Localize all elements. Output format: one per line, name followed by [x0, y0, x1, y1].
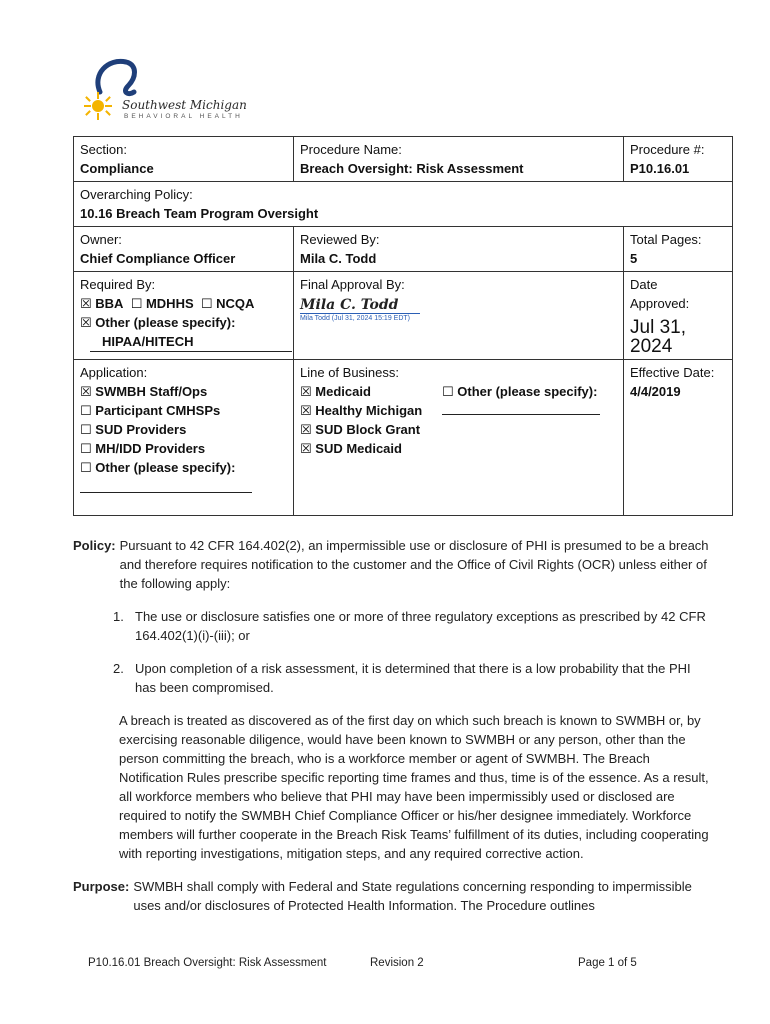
total-pages-value: 5: [630, 251, 638, 266]
procedure-number-value: P10.16.01: [630, 161, 690, 176]
date-approved-cell: [624, 272, 733, 360]
checkbox-required-other-mark: ☒: [80, 315, 92, 330]
checkbox-app-staff-mark: ☒: [80, 384, 92, 399]
line-of-business-label: Line of Business:: [300, 365, 400, 380]
checkbox-ncqa[interactable]: [201, 296, 255, 311]
checkbox-app-staff[interactable]: [80, 382, 287, 401]
total-pages-cell: [624, 227, 733, 272]
checkbox-lob-sm-mark: ☒: [300, 441, 312, 456]
purpose-text: SWMBH shall comply with Federal and State regulations concerning responding to impermissible uses and/or disclosures of Protected Health Information. The Procedure outlines: [133, 879, 692, 913]
checkbox-app-cmhsps-mark: ☐: [80, 403, 92, 418]
checkbox-lob-medicaid-mark: ☒: [300, 384, 312, 399]
logo-text: Southwest Michigan: [122, 98, 247, 112]
checkbox-app-other-mark: ☐: [80, 460, 92, 475]
lob-other-line: [442, 404, 600, 415]
checkbox-app-mhidd-mark: ☐: [80, 441, 92, 456]
overarching-policy-value: 10.16 Breach Team Program Oversight: [80, 206, 319, 221]
checkbox-mdhhs-mark: ☐: [130, 296, 143, 311]
list-text: Upon completion of a risk assessment, it is determined that there is a low probability that the PHI has been compromised.: [135, 661, 691, 695]
checkbox-app-other-label: Other (please specify):: [95, 460, 236, 475]
policy-paragraph: [73, 536, 713, 593]
checkbox-mdhhs-label: MDHHS: [145, 296, 194, 311]
date-approved-value: Jul 31, 2024: [630, 317, 686, 357]
checkbox-lob-other[interactable]: [442, 382, 600, 420]
application-label: Application:: [80, 365, 148, 380]
line-of-business-cell: [294, 360, 624, 516]
checkbox-lob-sbg-label: SUD Block Grant: [315, 422, 421, 437]
procedure-name-label: Procedure Name:: [300, 142, 402, 157]
checkbox-lob-other-label: Other (please specify):: [457, 384, 598, 399]
reviewed-by-label: Reviewed By:: [300, 232, 380, 247]
checkbox-mdhhs[interactable]: [131, 296, 194, 311]
logo-subtext: BEHAVIORAL HEALTH: [124, 113, 243, 120]
checkbox-required-other[interactable]: [80, 313, 287, 332]
effective-date-label: Effective Date:: [630, 365, 715, 380]
section-label: Section:: [80, 142, 127, 157]
procedure-header-table: [73, 136, 733, 516]
checkbox-ncqa-mark: ☐: [200, 296, 213, 311]
owner-label: Owner:: [80, 232, 122, 247]
checkbox-lob-medicaid-label: Medicaid: [315, 384, 371, 399]
date-approved-label-2: Approved:: [630, 296, 690, 311]
checkbox-bba-label: BBA: [95, 296, 124, 311]
reviewed-by-cell: [294, 227, 624, 272]
checkbox-app-sud[interactable]: [80, 420, 287, 439]
procedure-number-label: Procedure #:: [630, 142, 705, 157]
exceptions-list: [113, 607, 713, 697]
final-approval-cell: [294, 272, 624, 360]
checkbox-app-mhidd-label: MH/IDD Providers: [95, 441, 206, 456]
required-by-options: [80, 294, 287, 313]
checkbox-lob-sbg-mark: ☒: [300, 422, 312, 437]
total-pages-label: Total Pages:: [630, 232, 702, 247]
procedure-name-cell: [294, 137, 624, 182]
application-other-line: [80, 480, 252, 493]
list-number: 2.: [113, 661, 124, 676]
overarching-policy-label: Overarching Policy:: [80, 187, 193, 202]
signature: Mila C. Todd: [300, 297, 399, 313]
checkbox-app-staff-label: SWMBH Staff/Ops: [95, 384, 208, 399]
document-body: [73, 536, 713, 915]
checkbox-app-mhidd[interactable]: [80, 439, 287, 458]
checkbox-ncqa-label: NCQA: [216, 296, 255, 311]
footer-revision: Revision 2: [370, 957, 424, 969]
list-number: 1.: [113, 609, 124, 624]
purpose-label: Purpose:: [73, 879, 130, 894]
list-item: [113, 607, 713, 645]
list-item: [113, 659, 713, 697]
purpose-paragraph: [73, 877, 713, 915]
checkbox-app-cmhsps-label: Participant CMHSPs: [95, 403, 221, 418]
section-cell: [74, 137, 294, 182]
required-other-value: HIPAA/HITECH: [90, 332, 292, 352]
owner-value: Chief Compliance Officer: [80, 251, 236, 266]
effective-date-value: 4/4/2019: [630, 384, 681, 399]
reviewed-by-value: Mila C. Todd: [300, 251, 377, 266]
checkbox-app-sud-mark: ☐: [80, 422, 92, 437]
overarching-policy-cell: [74, 182, 733, 227]
footer-page-number: Page 1 of 5: [578, 957, 637, 969]
policy-label: Policy:: [73, 538, 116, 553]
checkbox-app-sud-label: SUD Providers: [95, 422, 187, 437]
breach-paragraph: A breach is treated as discovered as of the first day on which such breach is known to SWMBH or, by exercising reasonable diligence, would have been known to SWMBH or any person, other than the person committing the breach, who is a workforce member or agent of SWMBH. The Breach Notification Rules prescribe specific reporting time frames and thus, time is of the essence. As a result, all workforce members who believe that PHI may have been impermissibly used or disclosed are required to notify the SWMBH Chief Compliance Officer or his/her designee immediately. Workforce members will further cooperate in the Breach Risk Teams’ fulfillment of its duties, including cooperating with reporting investigations, mitigation steps, and any required corrective action.: [119, 713, 709, 861]
final-approval-label: Final Approval By:: [300, 277, 405, 292]
required-by-cell: [74, 272, 294, 360]
list-text: The use or disclosure satisfies one or more of three regulatory exceptions as prescribed by 42 CFR 164.402(1)(i)-(iii); or: [135, 609, 706, 643]
signature-stamp: Mila Todd (Jul 31, 2024 15:19 EDT): [300, 315, 410, 322]
sun-icon: [84, 92, 112, 120]
footer-doc-title: P10.16.01 Breach Oversight: Risk Assessment: [88, 957, 327, 969]
procedure-number-cell: [624, 137, 733, 182]
checkbox-bba-mark: ☒: [80, 296, 92, 311]
checkbox-lob-sud-medicaid[interactable]: [300, 439, 617, 458]
checkbox-app-other[interactable]: [80, 458, 287, 477]
checkbox-lob-sud-block-grant[interactable]: [300, 420, 617, 439]
date-approved-label-1: Date: [630, 277, 658, 292]
required-by-label: Required By:: [80, 277, 156, 292]
checkbox-lob-hm-label: Healthy Michigan: [315, 403, 423, 418]
procedure-name-value: Breach Oversight: Risk Assessment: [300, 161, 524, 176]
checkbox-lob-other-mark: ☐: [442, 384, 454, 399]
owner-cell: [74, 227, 294, 272]
checkbox-required-other-label: Other (please specify):: [95, 315, 236, 330]
checkbox-lob-sm-label: SUD Medicaid: [315, 441, 402, 456]
effective-date-cell: [624, 360, 733, 516]
checkbox-lob-hm-mark: ☒: [300, 403, 312, 418]
policy-text: Pursuant to 42 CFR 164.402(2), an impermissible use or disclosure of PHI is presumed to be a breach and therefore requires notification to the customer and the Office of Civil Rights (OCR) unless either of the following apply:: [119, 538, 709, 591]
application-cell: [74, 360, 294, 516]
checkbox-bba[interactable]: [80, 296, 123, 311]
checkbox-app-cmhsps[interactable]: [80, 401, 287, 420]
section-value: Compliance: [80, 161, 154, 176]
